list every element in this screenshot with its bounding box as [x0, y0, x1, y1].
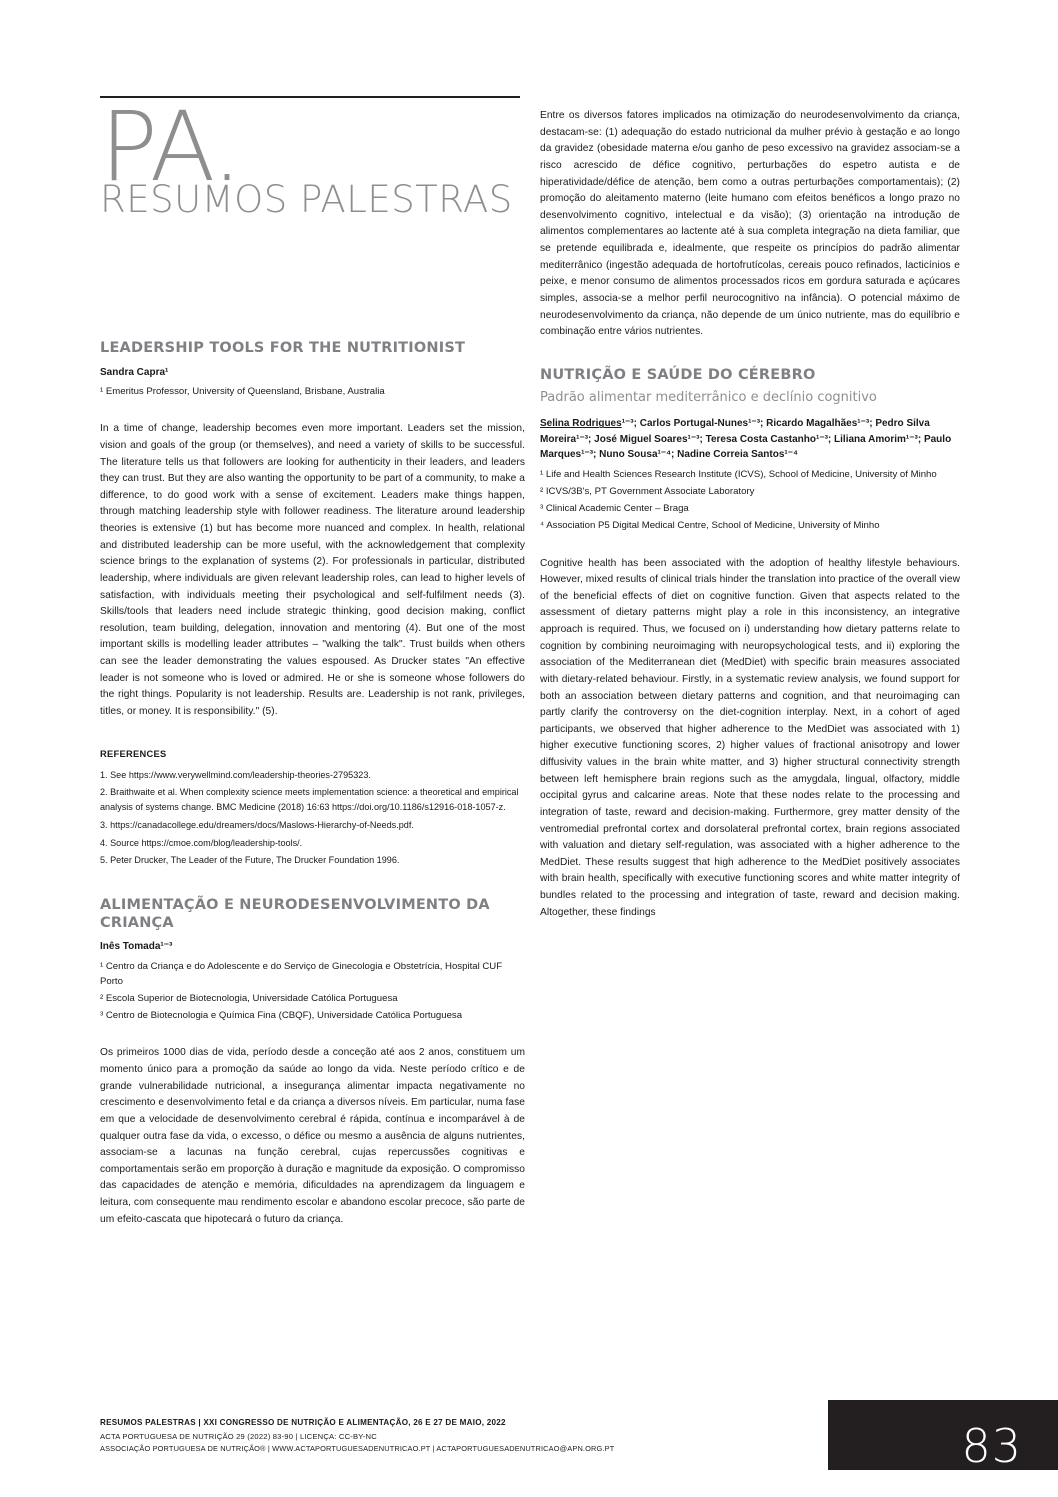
article-affiliation: ³ Centro de Biotecnologia e Química Fina (CBQF), Universidade Católica Portuguesa [100, 1010, 463, 1022]
masthead-subtitle: RESUMOS PALESTRAS [100, 178, 513, 222]
article-affiliation: ¹ Centro da Criança e do Adolescente e do Serviço de Ginecologia e Obstetrícia, Hospital CUF Porto [100, 960, 503, 987]
article-alimentacao-neurodesenvolvimento [100, 897, 525, 1228]
article-affiliation: ¹ Life and Health Sciences Research Institute (ICVS), School of Medicine, University of Minho [540, 468, 937, 480]
footer-meta [100, 1418, 800, 1453]
section-title: ALIMENTAÇÃO E NEURODESENVOLVIMENTO DA CRIANÇA [100, 896, 490, 931]
footer-journal-line: ACTA PORTUGUESA DE NUTRIÇÃO 29 (2022) 83-90 | LICENÇA: CC-BY-NC [100, 1432, 377, 1441]
article-authors: Inês Tomada¹⁻³ [100, 941, 173, 953]
article-abstract-part1: Os primeiros 1000 dias de vida, período desde a conceção até aos 2 anos, constituem um momento único para a promoção da saúde ao longo da vida. Neste período crítico e de grande vulnerabilidade nutricional, a insegurança alimentar impacta negativamente no crescimento e desenvolvimento fetal e da criança a diversos níveis. Em particular, numa fase em que a velocidade de desenvolvimento cerebral é rápida, contínua e incomparável à de qualquer outra fase da vida, o excesso, o défice ou mesmo a ausência de alguns nutrientes, associam-se a lacunas na função cerebral, cujas repercussões cognitivas e comportamentais serão em proporção à duração e magnitude da exposição. O compromisso das capacidades de atenção e memória, dificuldades na aprendizagem da linguagem e leitura, com consequente mau rendimento escolar e abandono escolar precoce, são parte de um efeito-cascata que hipotecará o futuro da criança. [100, 1047, 525, 1225]
reference-item: 5. Peter Drucker, The Leader of the Future, The Drucker Foundation 1996. [100, 855, 400, 866]
article-affiliation: ² ICVS/3B's, PT Government Associate Laboratory [540, 486, 755, 498]
article-abstract-part2: Entre os diversos fatores implicados na otimização do neurodesenvolvimento da criança, destacam-se: (1) adequação do estado nutricional da mulher prévio à gestação e ao longo da gravidez (obesidade materna e/ou ganho de peso excessivo na gravidez associam-se a risco acrescido de défice cognitivo, perturbações do espetro autista e de hiperatividade/défice de atenção, bem como a outras perturbações comportamentais); (2) promoção do aleitamento materno (leite humano com efeitos benéficos a longo prazo no desenvolvimento cognitivo, intelectual e da visão); (3) orientação na introdução de alimentos complementares ao lactente até à sua completa integração na dieta familiar, que se pretende equilibrada e, idealmente, que respeite os princípios do padrão alimentar mediterrânico (ingestão adequada de hortofrutícolas, cereais pouco refinados, lacticínios e peixe, e menor consumo de alimentos processados ricos em gordura saturada e açúcares simples, associa-se a melhor perfil neurocognitivo na infância). O potencial máximo de neurodesenvolvimento da criança, não depende de um único nutriente, mas do equilíbrio e combinação entre vários nutrientes. [540, 110, 960, 338]
reference-item: 3. https://canadacollege.edu/dreamers/docs/Maslows-Hierarchy-of-Needs.pdf. [100, 819, 414, 830]
article-abstract: In a time of change, leadership becomes even more important. Leaders set the mission, vision and goals of the group (or themselves), and need a variety of skills to be successful. The literature tells us that followers are looking for authenticity in their leaders, and leaders they can trust. But they are also wanting the opportunity to be part of a community, to make a difference, to do good work with a sense of excitement. Leaders make things happen, through matching leadership style with follower readiness. The literature around leadership theories is extensive (1) but has become more nuanced and complex. In health, relational and distributed leadership can be more useful, with the acknowledgement that complexity science brings to the explanation of systems (2). For professionals in particular, distributed leadership, where individuals are given relevant leadership roles, can lead to higher levels of satisfaction, with individuals meeting their psychological and self-fulfilment needs (3). Skills/tools that leaders need include strategic thinking, good decision making, conflict resolution, team building, delegation, innovation and mentoring (4). But one of the most important skills is modelling leader attributes – "walking the talk". Trust builds when others can see the leader demonstrating the values espoused. As Drucker states "An effective leader is not someone who is loved or admired. He or she is someone whose followers do the right things. Popularity is not leadership. Results are. Leadership is not rank, privileges, titles, or money. It is responsibility." (5). [100, 423, 525, 717]
article-affiliation: ³ Clinical Academic Center – Braga [540, 503, 689, 515]
article-leadership-tools [100, 340, 525, 868]
section-subtitle: Padrão alimentar mediterrânico e declínio cognitivo [540, 390, 877, 406]
article-affiliation: ⁴ Association P5 Digital Medical Centre, School of Medicine, University of Minho [540, 520, 880, 532]
reference-item: 2. Braithwaite et al. When complexity science meets implementation science: a theoretical and empirical analysis of systems change. BMC Medicine (2018) 16:63 https://doi.org/10.1186/s12916-018-1057-z. [100, 787, 519, 813]
article-nutricao-saude-cerebro [540, 367, 960, 922]
footer-association-line: ASSOCIAÇÃO PORTUGUESA DE NUTRIÇÃO® | WWW.ACTAPORTUGUESADENUTRICAO.PT | ACTAPORTUGUESADENUTRICAO@APN.ORG.PT [100, 1444, 615, 1453]
article-alimentacao-continuation [540, 108, 960, 341]
references-heading: REFERENCES [100, 748, 167, 759]
column-left [100, 340, 525, 1228]
page-title: LEADERSHIP TOOLS FOR THE NUTRITIONIST [100, 340, 466, 356]
masthead [100, 91, 520, 222]
article-affiliation: ² Escola Superior de Biotecnologia, Universidade Católica Portuguesa [100, 993, 398, 1005]
page-footer [0, 1401, 1058, 1497]
page-number-badge [828, 1400, 1058, 1473]
section-title: NUTRIÇÃO E SAÚDE DO CÉREBRO [540, 366, 816, 383]
article-affiliation: ¹ Emeritus Professor, University of Queensland, Brisbane, Australia [100, 386, 385, 398]
journal-logo: PA. [100, 91, 241, 203]
reference-item: 4. Source https://cmoe.com/blog/leadership-tools/. [100, 837, 303, 848]
column-right [540, 108, 960, 921]
footer-congress-line: RESUMOS PALESTRAS | XXI CONGRESSO DE NUTRIÇÃO E ALIMENTAÇÃO, 26 E 27 DE MAIO, 2022 [100, 1418, 506, 1427]
article-authors: Selina Rodrigues¹⁻³; Carlos Portugal-Nunes¹⁻³; Ricardo Magalhães¹⁻³; Pedro Silva Moreira¹⁻³; José Miguel Soares¹⁻³; Teresa Costa Castanho¹⁻³; Liliana Amorim¹⁻³; Paulo Marques¹⁻³; Nuno Sousa¹⁻⁴; Nadine Correia Santos¹⁻⁴ [540, 418, 952, 461]
article-abstract: Cognitive health has been associated with the adoption of healthy lifestyle behaviours. However, mixed results of clinical trials hinder the translation into practice of the overall view of the beneficial effects of diet on cognitive function. Given that aspects related to the assessment of dietary patterns might play a role in this inconsistency, an integrative approach is required. Thus, we focused on i) understanding how dietary patterns relate to cognition by combining neuroimaging with neuropsychological tests, and ii) exploring the association of the Mediterranean diet (MedDiet) with specific brain measures associated with dietary-related behaviour. Firstly, in a systematic review analysis, we found support for both an association between dietary patterns and cognition, and that neuroimaging can partly clarify the controversy on the diet-cognition interplay. Next, in a cohort of aged participants, we observed that higher adherence to the MedDiet was associated with 1) higher executive functioning scores, 2) higher values of fractional anisotropy and lower diffusivity values in the brain white matter, and 3) higher structural connectivity strength between left hemisphere brain regions such as the amygdala, lingual, olfactory, middle occipital gyrus and calcarine areas. Note that these nodes relate to the processing and integration of taste, reward and decision-making. Furthermore, grey matter density of the ventromedial prefrontal cortex and dorsolateral prefrontal cortex, brain regions associated with valuation and dietary self-regulation, was associated with a higher adherence to the MedDiet. These results suggest that high adherence to the MedDiet positively associates with brain health, specifically with executive functioning scores and white matter integrity of bundles related to the processing and integration of taste, reward and decision making. Altogether, these findings [540, 557, 960, 918]
article-authors: Sandra Capra¹ [100, 366, 169, 378]
reference-item: 1. See https://www.verywellmind.com/leadership-theories-2795323. [100, 769, 371, 780]
page-number: 83 [961, 1419, 1022, 1473]
